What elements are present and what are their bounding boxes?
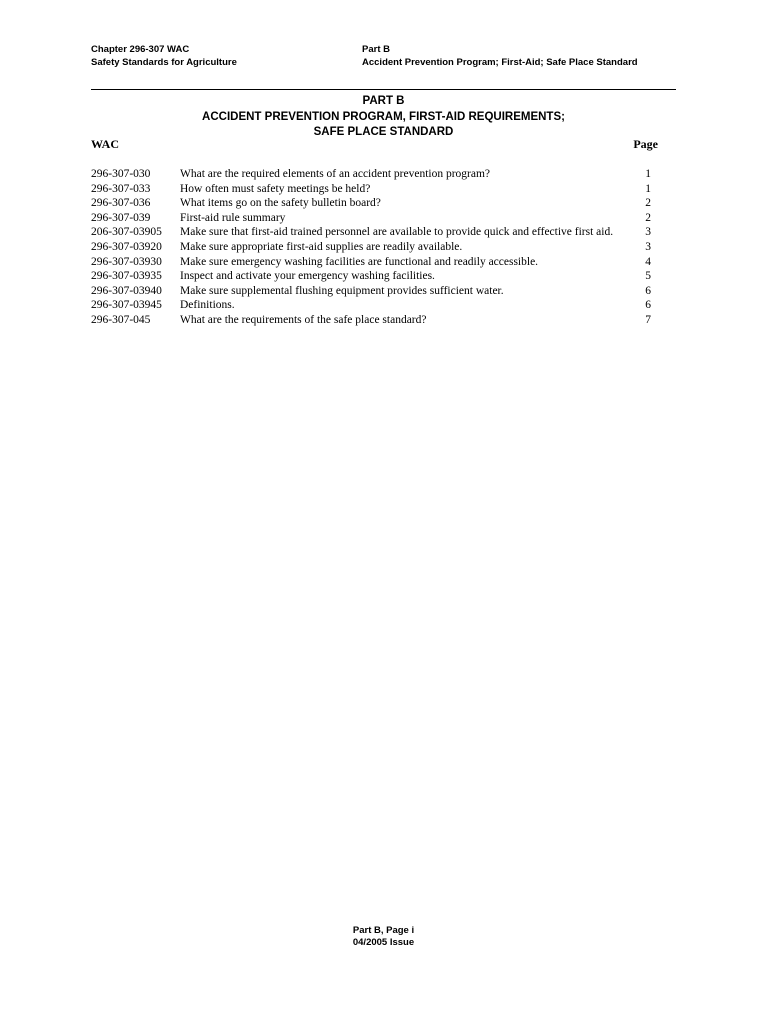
toc-row — [91, 284, 651, 299]
toc-section-title: Make sure supplemental flushing equipment provides sufficient water. — [180, 284, 504, 297]
toc-section-number: 296-307-033 — [91, 182, 151, 195]
page-footer — [91, 925, 676, 949]
title-line-2: ACCIDENT PREVENTION PROGRAM, FIRST-AID REQUIREMENTS; — [202, 110, 565, 123]
toc-page-number: 3 — [645, 240, 651, 253]
toc-page-number: 2 — [645, 211, 651, 224]
toc-row — [91, 182, 651, 197]
toc-section-title: Make sure that first-aid trained personnel are available to provide quick and effective first aid. — [180, 226, 614, 239]
toc-section-title: Inspect and activate your emergency washing facilities. — [180, 270, 435, 283]
running-header-left — [91, 44, 237, 69]
toc-section-number: 206-307-03905 — [91, 226, 162, 239]
toc-section-number: 296-307-03930 — [91, 255, 162, 268]
toc-section-title: How often must safety meetings be held? — [180, 182, 371, 195]
title-line-1: PART B — [362, 95, 405, 107]
toc-section-number: 296-307-039 — [91, 211, 151, 224]
toc-page-number: 4 — [645, 255, 651, 268]
page-title — [91, 94, 676, 141]
toc-section-number: 296-307-03940 — [91, 284, 162, 297]
toc-page-number: 2 — [645, 197, 651, 210]
toc-section-title: Make sure appropriate first-aid supplies are readily available. — [180, 240, 463, 253]
toc-section-number: 296-307-030 — [91, 168, 151, 180]
chapter-label: Chapter 296-307 WAC — [91, 44, 190, 55]
toc-row — [91, 196, 651, 211]
toc-section-title: Definitions. — [180, 299, 235, 312]
part-label: Part B — [362, 44, 390, 55]
toc-section-number: 296-307-036 — [91, 197, 151, 210]
toc-row — [91, 269, 651, 284]
footer-page-number: Part B, Page i — [352, 925, 415, 936]
toc-row — [91, 225, 651, 240]
toc-page-number: 7 — [645, 313, 651, 326]
toc-section-number: 296-307-03920 — [91, 240, 162, 253]
toc-section-number: 296-307-045 — [91, 313, 151, 326]
title-line-3: SAFE PLACE STANDARD — [313, 126, 454, 138]
toc-section-number: 296-307-03945 — [91, 299, 162, 312]
toc-section-title: First-aid rule summary — [180, 211, 286, 224]
toc-page-number: 3 — [645, 226, 651, 239]
footer-issue-date: 04/2005 Issue — [352, 937, 415, 948]
toc-row — [91, 298, 651, 313]
toc-section-title: Make sure emergency washing facilities are functional and readily accessible. — [180, 255, 539, 268]
part-subtitle: Accident Prevention Program; First-Aid; Safe Place Standard — [362, 56, 638, 68]
toc-section-number: 296-307-03935 — [91, 270, 162, 283]
column-header-page: Page — [633, 137, 658, 151]
toc-section-title: What are the requirements of the safe place standard? — [180, 313, 427, 326]
toc-section-title: What are the required elements of an accident prevention program? — [180, 168, 491, 180]
toc-page-number: 1 — [645, 168, 651, 180]
toc-section-title: What items go on the safety bulletin board? — [180, 197, 381, 210]
table-of-contents — [91, 167, 651, 328]
toc-page-number: 1 — [645, 182, 651, 195]
toc-row — [91, 240, 651, 255]
toc-row — [91, 313, 651, 328]
toc-row — [91, 167, 651, 182]
toc-page-number: 6 — [645, 299, 651, 312]
chapter-subtitle: Safety Standards for Agriculture — [91, 56, 237, 68]
toc-row — [91, 211, 651, 226]
toc-page-number: 5 — [645, 270, 651, 283]
toc-page-number: 6 — [645, 284, 651, 297]
column-header-wac: WAC — [91, 137, 120, 151]
toc-row — [91, 255, 651, 270]
running-header-right — [362, 44, 638, 69]
header-divider — [91, 89, 676, 90]
